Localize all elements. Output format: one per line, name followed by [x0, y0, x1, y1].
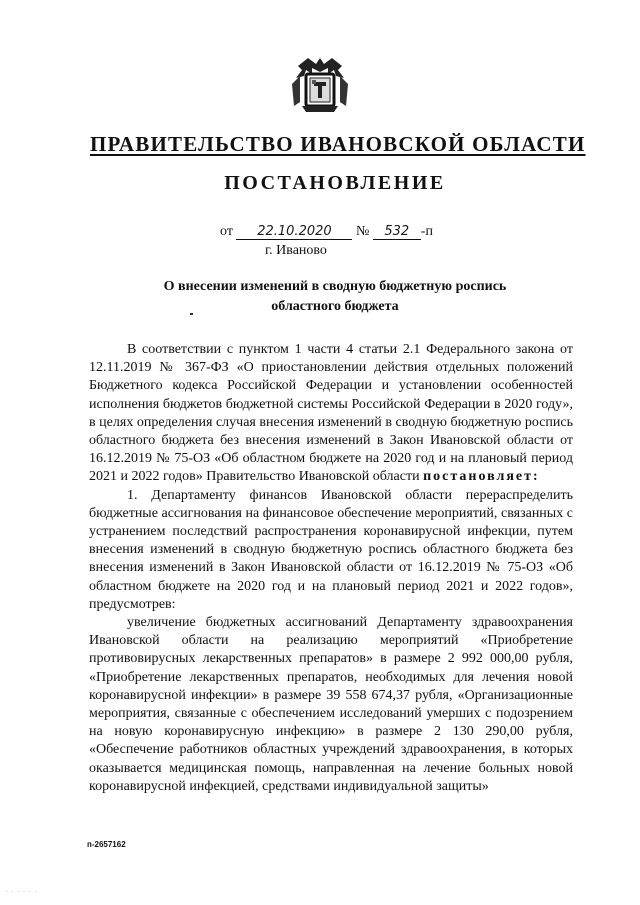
para1-text: В соответствии с пунктом 1 части 4 статьи 2.1 Федерального закона от 12.11.2019 № 367-ФЗ «О приостановлении действия отдельных положений Бюджетного кодекса Российской Федерации и установлении особенностей исполнения бюджетов бюджетной системы Российской Федерации в 2020 году», в целях определения случая внесения изменений в сводную бюджетную роспись областного бюджета без внесения изменений в Закон Ивановской области от 16.12.2019 № 75-ОЗ «Об областном бюджете на 2020 год и на плановый период 2021 и 2022 годов» Правительство Ивановской области [89, 342, 573, 485]
decree-subject [120, 277, 550, 317]
date-prefix: от [220, 224, 233, 239]
number-sign: № [355, 224, 370, 239]
decree-body [89, 341, 573, 796]
coat-of-arms-emblem [288, 56, 352, 114]
subject-line-2: областного бюджета [271, 299, 399, 314]
decree-keyword: постановляет: [423, 469, 540, 485]
pen-mark [190, 313, 193, 315]
decree-date: 22.10.2020 [236, 224, 352, 240]
document-code: п-2657162 [87, 840, 126, 849]
date-number-line [220, 224, 433, 240]
body-paragraph-3: увеличение бюджетных ассигнований Департаменту здравоохранения Ивановской области на реализацию мероприятий «Приобретение противовирусных лекарственных препаратов» в размере 2 992 000,00 рубля, «Приобретение лекарственных препаратов, необходимых для лечения новой коронавирусной инфекции» в размере 39 558 674,37 рубля, «Организационные мероприятия, связанные с обеспечением исследований умерших с подозрением на новую коронавирусную инфекцию» в размере 2 130 290,00 рубля, «Обеспечение работников областных учреждений здравоохранения, в которых оказывается медицинская помощь, направленная на лечение больных новой коронавирусной инфекцией, средствами индивидуальной защиты» [89, 615, 573, 794]
body-paragraph-1 [89, 341, 573, 487]
document-type-heading: ПОСТАНОВЛЕНИЕ [224, 172, 446, 194]
body-paragraph-2: 1. Департаменту финансов Ивановской области перераспределить бюджетные ассигнования на финансовое обеспечение мероприятий, связанных с устранением последствий распространения коронавирусной инфекции, путем внесения изменений в сводную бюджетную роспись областного бюджета без внесения изменений в Закон Ивановской области от 16.12.2019 № 75-ОЗ «Об областном бюджете на 2020 год и на плановый период 2021 и 2022 годов», предусмотрев: [89, 487, 573, 612]
decree-number: 532 [373, 224, 421, 240]
city-name: г. Иваново [265, 243, 327, 258]
number-suffix: -п [420, 224, 433, 239]
subject-line-1: О внесении изменений в сводную бюджетную роспись [163, 279, 507, 294]
scan-artifact: · · · · · · [6, 889, 38, 895]
government-title: ПРАВИТЕЛЬСТВО ИВАНОВСКОЙ ОБЛАСТИ [90, 132, 586, 156]
